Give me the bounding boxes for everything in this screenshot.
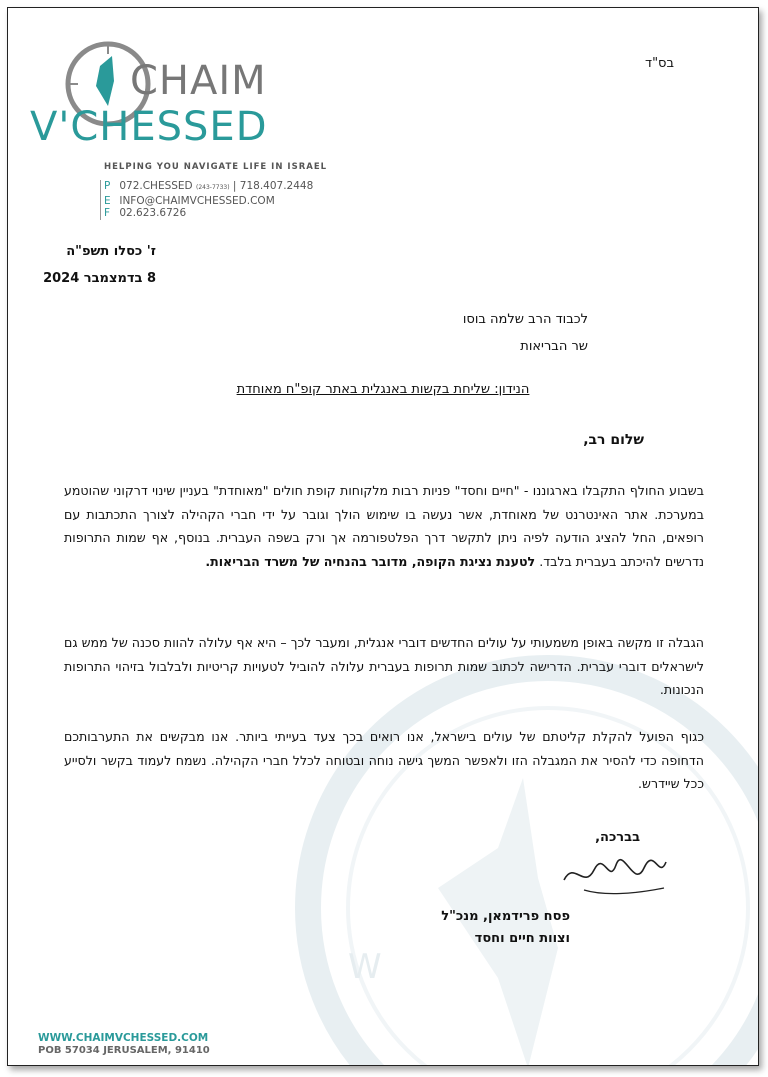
footer-website-link[interactable]: WWW.CHAIMVCHESSED.COM bbox=[38, 1032, 209, 1044]
contact-email-label: E bbox=[104, 194, 111, 207]
date-gregorian: 8 בדמצמבר 2024 bbox=[43, 271, 156, 286]
logo-line1: CHAIM bbox=[130, 58, 267, 104]
footer bbox=[38, 1032, 210, 1056]
contact-fax-label: F bbox=[104, 207, 111, 219]
subject-text: הנידון: שליחת בקשות באנגלית באתר קופ"ח מאוחדת bbox=[236, 382, 530, 397]
footer-address: POB 57034 JERUSALEM, 91410 bbox=[38, 1045, 210, 1056]
contact-fax-value: 02.623.6726 bbox=[119, 207, 187, 219]
paragraph-3: כגוף הפועל להקלת קליטתם של עולים בישראל, אנו רואים בכך צעד בעייתי ביותר. אנו מבקשים את התערבותכם הדחופה כדי להסיר את המגבלה הזו ולאפשר המשך גישה נוחה ובטוחה לכלל חברי הקהילה. נשמח לעמוד בקשר ולסייע ככל שיידרש. bbox=[64, 729, 704, 791]
paragraph-2: הגבלה זו מקשה באופן משמעותי על עולים החדשים דוברי אנגלית, ומעבר לכך – היא אף עלולה להוות סכנה של ממש גם לישראלים דוברי עברית. הדרישה לכתוב שמות תרופות בעברית עלולה להוביל לטעויות קריטיות ולבלבול בזיהוי התרופות הנכונות. bbox=[64, 635, 704, 697]
contact-email bbox=[104, 195, 313, 208]
logo-line2: V'CHESSED bbox=[30, 104, 268, 150]
contact-fax bbox=[104, 207, 313, 220]
signature-icon bbox=[554, 850, 674, 900]
contact-phone-value: 072.CHESSED bbox=[119, 180, 193, 192]
contact-block bbox=[100, 180, 313, 220]
paragraph-1-bold: לטענת נציגת הקופה, מדובר בהנחיה של משרד הבריאות. bbox=[205, 553, 536, 569]
contact-phone bbox=[104, 180, 313, 195]
subject-line bbox=[8, 382, 758, 397]
contact-phone-label: P bbox=[104, 180, 111, 192]
svg-text:W: W bbox=[348, 947, 382, 987]
greeting: שלום רב, bbox=[583, 432, 644, 448]
closing: בברכה, bbox=[595, 830, 640, 845]
signer-team: וצוות חיים וחסד bbox=[474, 931, 570, 946]
date-hebrew: ז' כסלו תשפ"ה bbox=[66, 244, 156, 259]
logo-tagline: HELPING YOU NAVIGATE LIFE IN ISRAEL bbox=[104, 162, 328, 172]
recipient-line2: שר הבריאות bbox=[520, 339, 588, 354]
bsd-heading: בס"ד bbox=[644, 56, 674, 71]
contact-phone-extra: | 718.407.2448 bbox=[232, 180, 314, 192]
paragraph-1 bbox=[64, 479, 704, 573]
contact-email-value[interactable]: INFO@CHAIMVCHESSED.COM bbox=[119, 194, 275, 207]
recipient-block bbox=[463, 306, 588, 360]
compass-watermark-icon bbox=[288, 648, 759, 1066]
signer-block bbox=[441, 906, 570, 950]
recipient-line1: לכבוד הרב שלמה בוסו bbox=[462, 312, 588, 327]
letter-page bbox=[7, 7, 759, 1066]
signer-name: פסח פרידמאן, מנכ"ל bbox=[441, 909, 570, 924]
paragraph-1-text: בשבוע החולף התקבלו בארגוננו - "חיים וחסד" פניות רבות מלקוחות קופת חולים "מאוחדת" בעניין שינוי דרקוני שהוטמע במערכת. אתר האינטרנט של מאוחדת, אשר נעשה בו שימוש הולך וגובר על ידי חברי הקהילה לצורך התכתבות עם רופאים, החל להציג הודעה לפיה ניתן לתקשר דרך הפלטפורמה אך ורק בשפה העברית. בנוסף, אף שמות התרופות נדרשים להיכתב בעברית בלבד. bbox=[64, 483, 704, 569]
contact-phone-small: (243-7733) bbox=[195, 184, 230, 191]
date-block bbox=[43, 238, 156, 292]
